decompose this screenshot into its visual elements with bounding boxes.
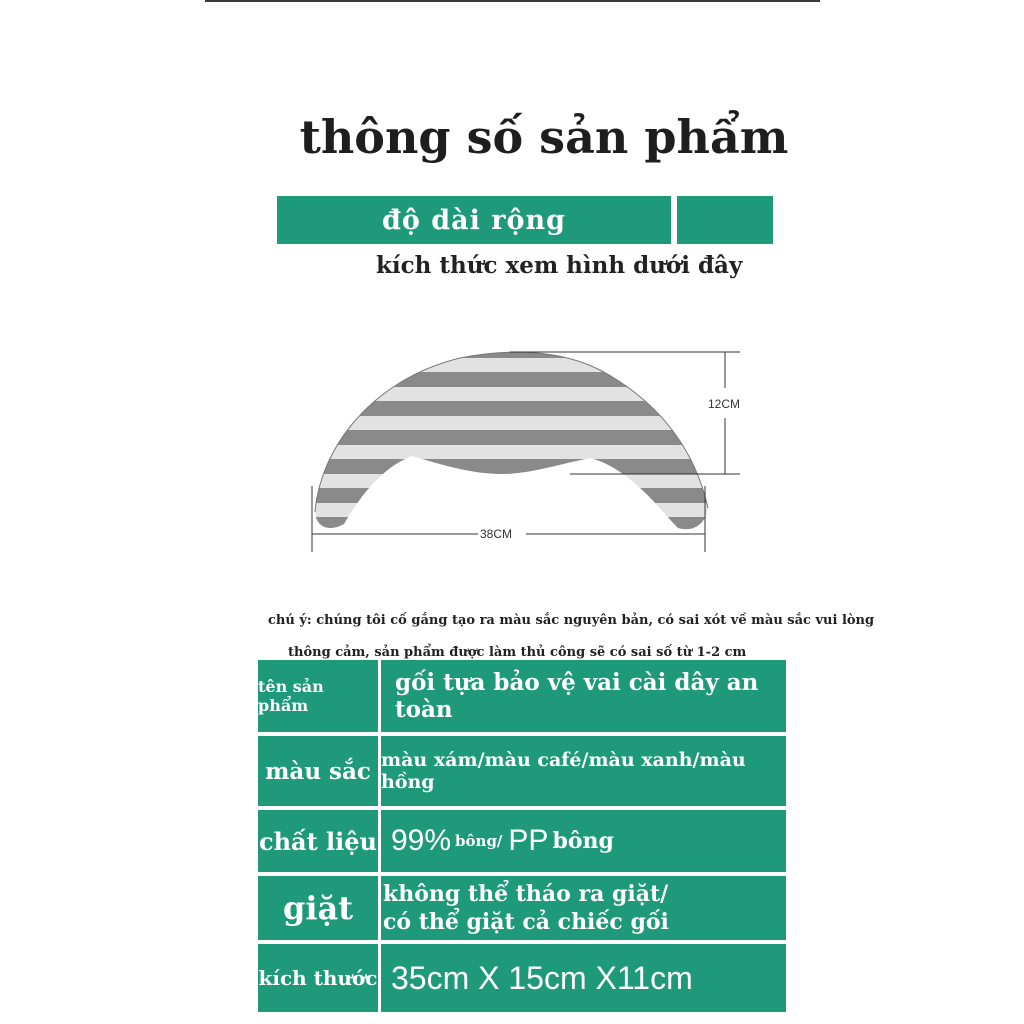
striped-pillow [300, 340, 760, 570]
spec-label-size: kích thước [258, 944, 378, 1012]
material-percent: 99% [391, 824, 452, 857]
spec-value-name: gối tựa bảo vệ vai cài dây an toàn [381, 660, 786, 732]
page-title: thông số sản phẩm [299, 110, 789, 164]
spec-table [258, 660, 786, 1012]
spec-value-color: màu xám/màu café/màu xanh/màu hồng [381, 736, 786, 806]
spec-label-color: màu sắc [258, 736, 378, 806]
spec-label-material: chất liệu [258, 810, 378, 872]
height-dimension-label: 12CM [708, 397, 741, 411]
pillow-diagram [300, 340, 760, 570]
note-line-1: chú ý: chúng tôi cố gắng tạo ra màu sắc nguyên bản, có sai xót về màu sắc vui lòng [268, 613, 875, 628]
material-word-2: bông [552, 828, 614, 854]
spec-value-material [381, 810, 786, 872]
spec-label-name: tên sản phẩm [258, 660, 378, 732]
pillow-illustration [300, 340, 760, 570]
material-pp: PP [508, 824, 549, 857]
spec-label-wash: giặt [258, 876, 378, 940]
size-banner: độ dài rộng [277, 196, 671, 244]
width-dimension-label: 38CM [480, 527, 513, 541]
wash-line-2: có thể giặt cả chiếc gối [383, 909, 669, 935]
size-subtitle: kích thức xem hình dưới đây [376, 252, 743, 279]
material-word-1: bông/ [455, 832, 503, 850]
top-divider [205, 0, 820, 2]
spec-value-wash [381, 876, 786, 940]
note-line-2: thông cảm, sản phẩm được làm thủ công sẽ có sai số từ 1-2 cm [288, 645, 747, 660]
spec-value-size: 35cm X 15cm X11cm [381, 944, 786, 1012]
wash-line-1: không thể tháo ra giặt/ [383, 881, 669, 907]
banner-side-block [677, 196, 773, 244]
